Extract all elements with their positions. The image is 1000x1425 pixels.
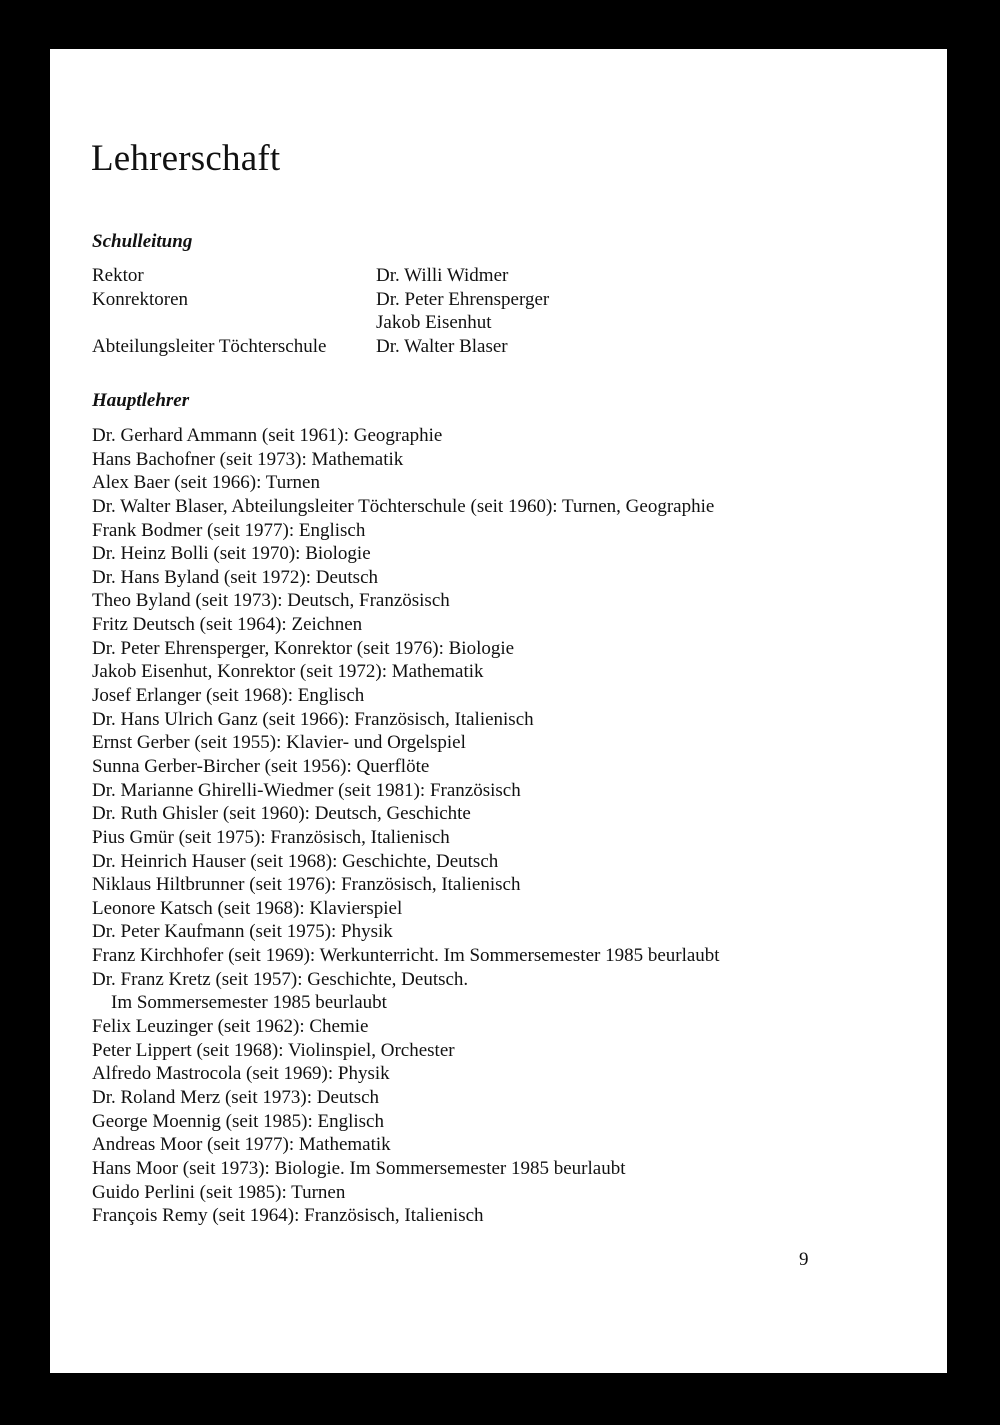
list-item: Peter Lippert (seit 1968): Violinspiel, Orchester [92,1039,455,1061]
list-item: Dr. Marianne Ghirelli-Wiedmer (seit 1981): Französisch [92,779,521,801]
list-item: Ernst Gerber (seit 1955): Klavier- und Orgelspiel [92,732,466,754]
person-name: Dr. Peter Ehrensperger [376,288,550,310]
list-item: Felix Leuzinger (seit 1962): Chemie [92,1016,369,1038]
list-item: Franz Kirchhofer (seit 1969): Werkunterricht. Im Sommersemester 1985 beurlaubt [92,945,720,967]
list-item: Andreas Moor (seit 1977): Mathematik [92,1134,391,1156]
list-item: Josef Erlanger (seit 1968): Englisch [92,685,365,707]
list-item: Alfredo Mastrocola (seit 1969): Physik [92,1063,390,1085]
list-item: Dr. Gerhard Ammann (seit 1961): Geographie [92,425,443,446]
list-item: Hans Bachofner (seit 1973): Mathematik [92,448,404,470]
list-item: Fritz Deutsch (seit 1964): Zeichnen [92,614,363,636]
list-item: George Moennig (seit 1985): Englisch [92,1110,384,1132]
role-label: Konrektoren [92,288,189,310]
schulleitung-row [92,264,712,288]
list-item: Jakob Eisenhut, Konrektor (seit 1972): Mathematik [92,661,484,683]
role-label: Rektor [92,265,144,286]
list-item: Theo Byland (seit 1973): Deutsch, Französisch [92,590,450,612]
list-item: Dr. Peter Ehrensperger, Konrektor (seit 1976): Biologie [92,637,515,659]
schulleitung-row [92,335,712,359]
role-label: Abteilungsleiter Töchterschule [92,336,327,358]
schulleitung-row [92,311,712,335]
list-item: Frank Bodmer (seit 1977): Englisch [92,519,366,541]
schulleitung-table [92,264,712,359]
page-number: 9 [799,1249,809,1270]
list-item: Guido Perlini (seit 1985): Turnen [92,1181,346,1203]
list-item: Dr. Hans Byland (seit 1972): Deutsch [92,566,379,588]
list-item: Dr. Peter Kaufmann (seit 1975): Physik [92,921,393,943]
list-item: Hans Moor (seit 1973): Biologie. Im Sommersemester 1985 beurlaubt [92,1157,626,1179]
list-item: Alex Baer (seit 1966): Turnen [92,472,320,494]
person-name: Dr. Walter Blaser [376,336,508,358]
list-item: Dr. Heinrich Hauser (seit 1968): Geschichte, Deutsch [92,850,499,872]
hauptlehrer-heading: Hauptlehrer [92,390,190,411]
schulleitung-row [92,288,712,312]
list-item: Dr. Walter Blaser, Abteilungsleiter Töchterschule (seit 1960): Turnen, Geographie [92,495,715,517]
teacher-list [92,424,892,1228]
list-item: Dr. Roland Merz (seit 1973): Deutsch [92,1086,380,1108]
list-item: Dr. Ruth Ghisler (seit 1960): Deutsch, Geschichte [92,803,471,825]
list-item: Leonore Katsch (seit 1968): Klavierspiel [92,897,403,919]
list-item: Sunna Gerber-Bircher (seit 1956): Querflöte [92,755,430,777]
schulleitung-heading: Schulleitung [92,231,193,252]
person-name: Dr. Willi Widmer [376,265,509,286]
document-page [50,49,947,1373]
page-title: Lehrerschaft [91,138,281,179]
list-item: Dr. Franz Kretz (seit 1957): Geschichte, Deutsch. [92,968,469,990]
list-item: Dr. Hans Ulrich Ganz (seit 1966): Französisch, Italienisch [92,708,534,730]
list-item: Niklaus Hiltbrunner (seit 1976): Französisch, Italienisch [92,874,521,896]
list-item: François Remy (seit 1964): Französisch, Italienisch [92,1205,484,1227]
person-name: Jakob Eisenhut [376,312,492,334]
list-item: Pius Gmür (seit 1975): Französisch, Italienisch [92,826,450,848]
list-item: Dr. Heinz Bolli (seit 1970): Biologie [92,543,371,565]
list-item-continuation: Im Sommersemester 1985 beurlaubt [111,992,387,1014]
